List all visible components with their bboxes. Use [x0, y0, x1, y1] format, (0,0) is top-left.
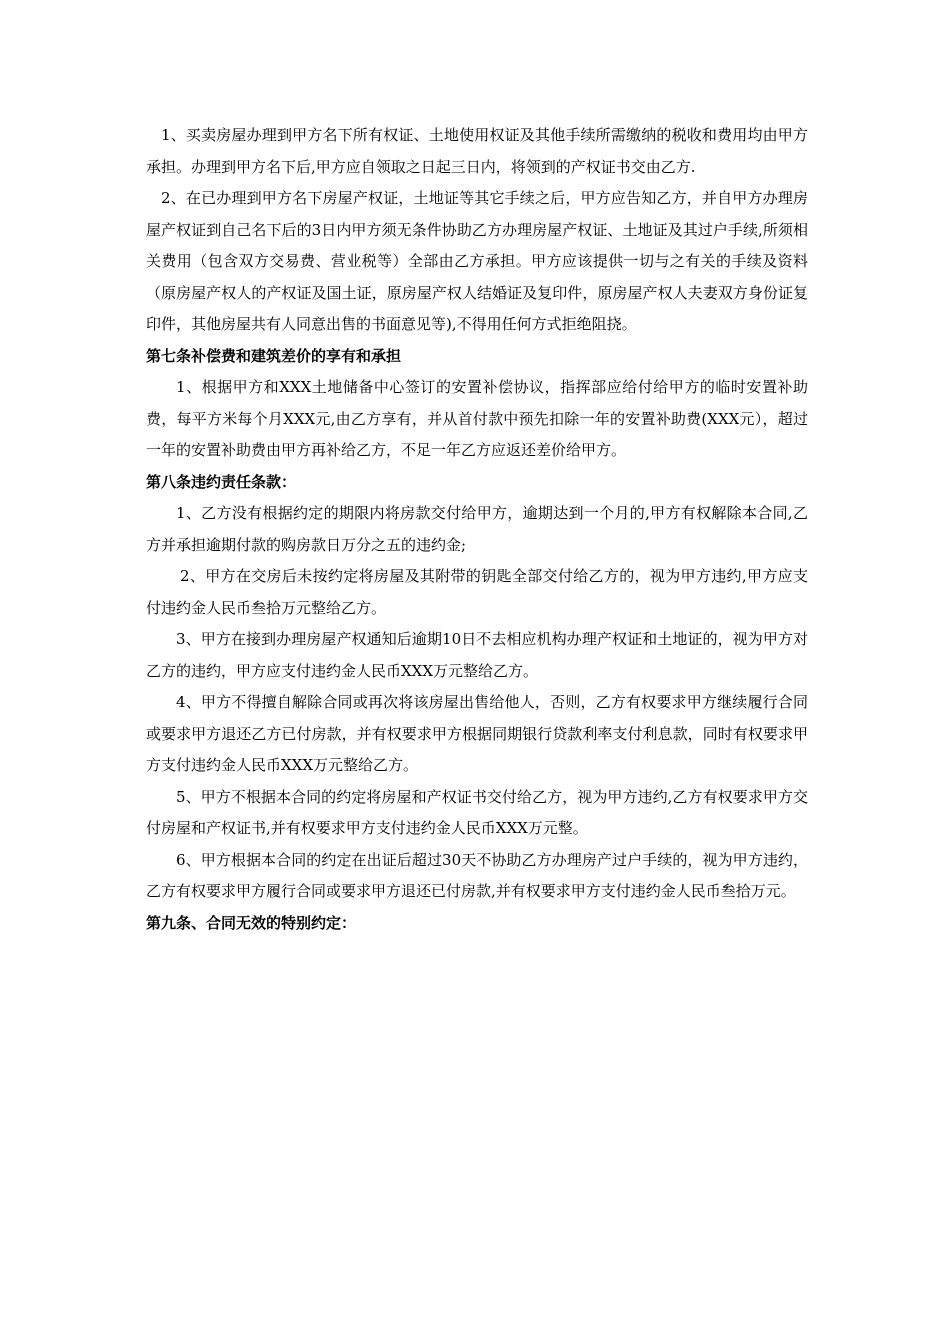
clause-paragraph: 1、买卖房屋办理到甲方名下所有权证、土地使用权证及其他手续所需缴纳的税收和费用均由甲方承担。办理到甲方名下后,甲方应自领取之日起三日内，将领到的产权证书交由乙方. — [146, 126, 808, 176]
clause-paragraph: 6、甲方根据本合同的约定在出证后超过30天不协助乙方办理房产过户手续的，视为甲方违约，乙方有权要求甲方履行合同或要求甲方退还已付房款,并有权要求甲方支付违约金人民币叁拾万元。 — [146, 850, 808, 900]
clause-paragraph: 1、根据甲方和XXX土地储备中心签订的安置补偿协议，指挥部应给付给甲方的临时安置补助费，每平方米每个月XXX元,由乙方享有，并从首付款中预先扣除一年的安置补助费(XXX元），超过一年的安置补助费由甲方再补给乙方，不足一年乙方应返还差价给甲方。 — [146, 378, 808, 459]
article-7-heading: 第七条补偿费和建筑差价的享有和承担 — [146, 346, 402, 365]
article-8-heading: 第八条违约责任条款： — [146, 472, 297, 491]
document-body — [146, 120, 808, 939]
clause-paragraph: 3、甲方在接到办理房屋产权通知后逾期10日不去相应机构办理产权证和土地证的，视为甲方对乙方的违约，甲方应支付违约金人民币XXX万元整给乙方。 — [146, 630, 808, 680]
clause-paragraph: 2、甲方在交房后未按约定将房屋及其附带的钥匙全部交付给乙方的，视为甲方违约,甲方应支付违约金人民币叁拾万元整给乙方。 — [146, 567, 808, 617]
clause-paragraph: 1、乙方没有根据约定的期限内将房款交付给甲方，逾期达到一个月的,甲方有权解除本合同,乙方并承担逾期付款的购房款日万分之五的违约金; — [146, 504, 808, 554]
clause-paragraph: 5、甲方不根据本合同的约定将房屋和产权证书交付给乙方，视为甲方违约,乙方有权要求甲方交付房屋和产权证书,并有权要求甲方支付违约金人民币XXX万元整。 — [146, 787, 808, 837]
clause-paragraph: 2、在已办理到甲方名下房屋产权证，土地证等其它手续之后，甲方应告知乙方，并自甲方办理房屋产权证到自己名下后的3日内甲方须无条件协助乙方办理房屋产权证、土地证及其过户手续,所须相关费用（包含双方交易费、营业税等）全部由乙方承担。甲方应该提供一切与之有关的手续及资料（原房屋产权人的产权证及国土证，原房屋产权人结婚证及复印件，原房屋产权人夫妻双方身份证复印件，其他房屋共有人同意出售的书面意见等),不得用任何方式拒绝阻挠。 — [146, 189, 808, 333]
clause-paragraph: 4、甲方不得擅自解除合同或再次将该房屋出售给他人，否则，乙方有权要求甲方继续履行合同或要求甲方退还乙方已付房款，并有权要求甲方根据同期银行贷款利率支付利息款，同时有权要求甲方支付违约金人民币XXX万元整给乙方。 — [146, 693, 808, 774]
article-9-heading: 第九条、合同无效的特别约定： — [146, 913, 357, 932]
